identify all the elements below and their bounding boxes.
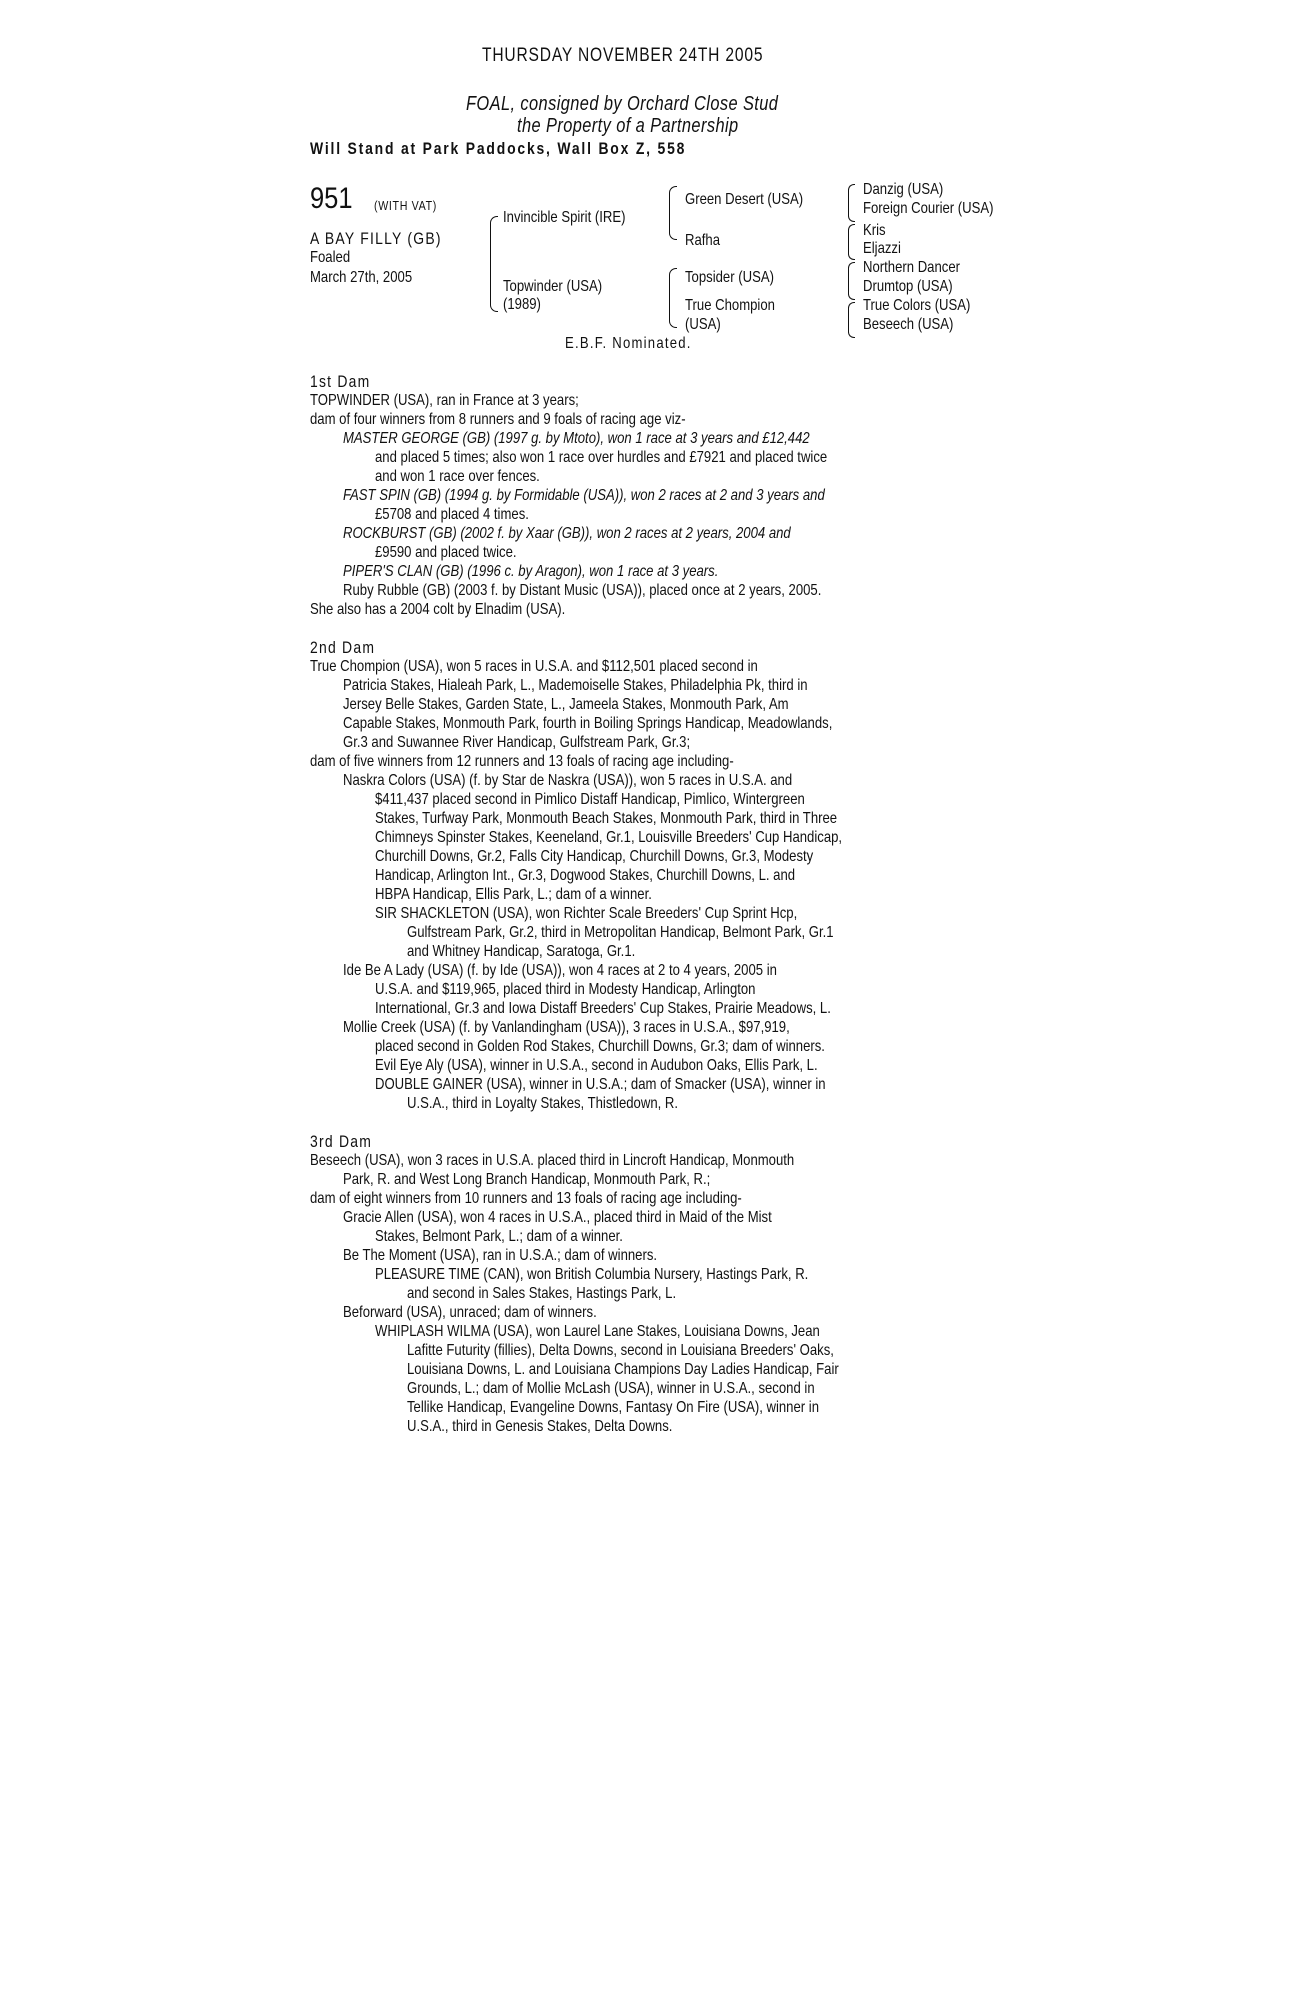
third-dam-line: dam of eight winners from 10 runners and 13 foals of racing age including- [310,1190,742,1207]
third-dam-line: Park, R. and West Long Branch Handicap, Monmouth Park, R.; [343,1171,711,1188]
property-line: the Property of a Partnership [517,115,739,137]
first-dam-line: Ruby Rubble (GB) (2003 f. by Distant Music (USA)), placed once at 2 years, 2005. [343,582,822,599]
foaled-label: Foaled [310,249,351,266]
first-dam-line: £9590 and placed twice. [375,544,517,561]
second-dam-line: Stakes, Turfway Park, Monmouth Beach Stakes, Monmouth Park, third in Three [375,810,838,827]
sale-date: THURSDAY NOVEMBER 24TH 2005 [482,45,764,66]
sire-dam: Rafha [685,232,721,249]
dd-bracket [848,302,855,338]
dam-year: (1989) [503,296,541,313]
ds-bracket [848,262,855,300]
second-dam-line: dam of five winners from 12 runners and 13 foals of racing age including- [310,753,734,770]
ss-dam: Foreign Courier (USA) [863,200,994,217]
dam-bracket [669,268,677,328]
first-dam-line: ROCKBURST (GB) (2002 f. by Xaar (GB)), won 2 races at 2 years, 2004 and [343,525,791,542]
first-dam-line: and won 1 race over fences. [375,468,540,485]
ebf-note: E.B.F. Nominated. [565,335,692,352]
second-dam-line: Chimneys Spinster Stakes, Keeneland, Gr.1, Louisville Breeders' Cup Handicap, [375,829,843,846]
first-dam-line: FAST SPIN (GB) (1994 g. by Formidable (USA)), won 2 races at 2 and 3 years and [343,487,825,504]
second-dam-line: True Chompion (USA), won 5 races in U.S.A. and $112,501 placed second in [310,658,758,675]
dam-sire: Topsider (USA) [685,269,774,286]
third-dam-line: Be The Moment (USA), ran in U.S.A.; dam of winners. [343,1247,658,1264]
dam: Topwinder (USA) [503,278,603,295]
foaled-date: March 27th, 2005 [310,269,413,286]
lot-description: A BAY FILLY (GB) [310,229,442,248]
ss-bracket [848,184,855,222]
first-dam-line: She also has a 2004 colt by Elnadim (USA). [310,601,566,618]
stand-line: Will Stand at Park Paddocks, Wall Box Z, 558 [310,139,687,158]
second-dam-line: Ide Be A Lady (USA) (f. by Ide (USA)), won 4 races at 2 to 4 years, 2005 in [343,962,777,979]
third-dam-line: Beseech (USA), won 3 races in U.S.A. placed third in Lincroft Handicap, Monmouth [310,1152,795,1169]
dam-dam-country: (USA) [685,316,721,333]
sd-dam: Eljazzi [863,240,901,257]
consignor-line: FOAL, consigned by Orchard Close Stud [466,93,779,115]
third-dam-line: Gracie Allen (USA), won 4 races in U.S.A., placed third in Maid of the Mist [343,1209,772,1226]
sire: Invincible Spirit (IRE) [503,209,626,226]
second-dam-line: Mollie Creek (USA) (f. by Vanlandingham (USA)), 3 races in U.S.A., $97,919, [343,1019,790,1036]
third-dam-line: Beforward (USA), unraced; dam of winners. [343,1304,597,1321]
first-dam-line: TOPWINDER (USA), ran in France at 3 years; [310,392,579,409]
ds-sire: Northern Dancer [863,259,960,276]
second-dam-line: Churchill Downs, Gr.2, Falls City Handicap, Churchill Downs, Gr.3, Modesty [375,848,814,865]
dd-dam: Beseech (USA) [863,316,954,333]
second-dam-line: $411,437 placed second in Pimlico Distaff Handicap, Pimlico, Wintergreen [375,791,805,808]
first-dam-line: MASTER GEORGE (GB) (1997 g. by Mtoto), won 1 race at 3 years and £12,442 [343,430,810,447]
first-dam-line: PIPER'S CLAN (GB) (1996 c. by Aragon), won 1 race at 3 years. [343,563,719,580]
pedigree-bracket [490,216,498,312]
third-dam-line: PLEASURE TIME (CAN), won British Columbia Nursery, Hastings Park, R. [375,1266,809,1283]
first-dam-line: dam of four winners from 8 runners and 9 foals of racing age viz- [310,411,686,428]
second-dam-line: Jersey Belle Stakes, Garden State, L., Jameela Stakes, Monmouth Park, Am [343,696,789,713]
second-dam-heading: 2nd Dam [310,638,376,657]
second-dam-line: International, Gr.3 and Iowa Distaff Breeders' Cup Stakes, Prairie Meadows, L. [375,1000,831,1017]
first-dam-heading: 1st Dam [310,372,371,391]
second-dam-line: SIR SHACKLETON (USA), won Richter Scale Breeders' Cup Sprint Hcp, [375,905,798,922]
ss-sire: Danzig (USA) [863,181,944,198]
third-dam-heading: 3rd Dam [310,1132,373,1151]
second-dam-line: DOUBLE GAINER (USA), winner in U.S.A.; dam of Smacker (USA), winner in [375,1076,826,1093]
dd-sire: True Colors (USA) [863,297,971,314]
second-dam-line: Naskra Colors (USA) (f. by Star de Naskra (USA)), won 5 races in U.S.A. and [343,772,793,789]
second-dam-line: HBPA Handicap, Ellis Park, L.; dam of a winner. [375,886,652,903]
second-dam-line: Gr.3 and Suwannee River Handicap, Gulfstream Park, Gr.3; [343,734,691,751]
first-dam-line: and placed 5 times; also won 1 race over hurdles and £7921 and placed twice [375,449,828,466]
sd-sire: Kris [863,222,886,239]
third-dam-line: Grounds, L.; dam of Mollie McLash (USA), winner in U.S.A., second in [407,1380,815,1397]
vat-note: (WITH VAT) [374,198,438,213]
third-dam-line: U.S.A., third in Genesis Stakes, Delta Downs. [407,1418,673,1435]
third-dam-line: Stakes, Belmont Park, L.; dam of a winner. [375,1228,623,1245]
lot-number: 951 [310,182,353,215]
third-dam-line: Lafitte Futurity (fillies), Delta Downs, second in Louisiana Breeders' Oaks, [407,1342,834,1359]
second-dam-line: and Whitney Handicap, Saratoga, Gr.1. [407,943,636,960]
second-dam-line: placed second in Golden Rod Stakes, Churchill Downs, Gr.3; dam of winners. [375,1038,825,1055]
sd-bracket [848,224,855,260]
second-dam-line: Patricia Stakes, Hialeah Park, L., Mademoiselle Stakes, Philadelphia Pk, third in [343,677,808,694]
third-dam-line: Tellike Handicap, Evangeline Downs, Fantasy On Fire (USA), winner in [407,1399,819,1416]
third-dam-line: WHIPLASH WILMA (USA), won Laurel Lane Stakes, Louisiana Downs, Jean [375,1323,820,1340]
sire-bracket [669,186,677,240]
sire-sire: Green Desert (USA) [685,191,804,208]
dam-dam: True Chompion [685,297,775,314]
second-dam-line: Capable Stakes, Monmouth Park, fourth in Boiling Springs Handicap, Meadowlands, [343,715,833,732]
first-dam-line: £5708 and placed 4 times. [375,506,529,523]
ds-dam: Drumtop (USA) [863,278,953,295]
second-dam-line: Evil Eye Aly (USA), winner in U.S.A., second in Audubon Oaks, Ellis Park, L. [375,1057,818,1074]
third-dam-line: Louisiana Downs, L. and Louisiana Champions Day Ladies Handicap, Fair [407,1361,839,1378]
second-dam-line: Gulfstream Park, Gr.2, third in Metropolitan Handicap, Belmont Park, Gr.1 [407,924,834,941]
second-dam-line: U.S.A., third in Loyalty Stakes, Thistledown, R. [407,1095,679,1112]
second-dam-line: U.S.A. and $119,965, placed third in Modesty Handicap, Arlington [375,981,756,998]
third-dam-line: and second in Sales Stakes, Hastings Park, L. [407,1285,677,1302]
second-dam-line: Handicap, Arlington Int., Gr.3, Dogwood Stakes, Churchill Downs, L. and [375,867,796,884]
